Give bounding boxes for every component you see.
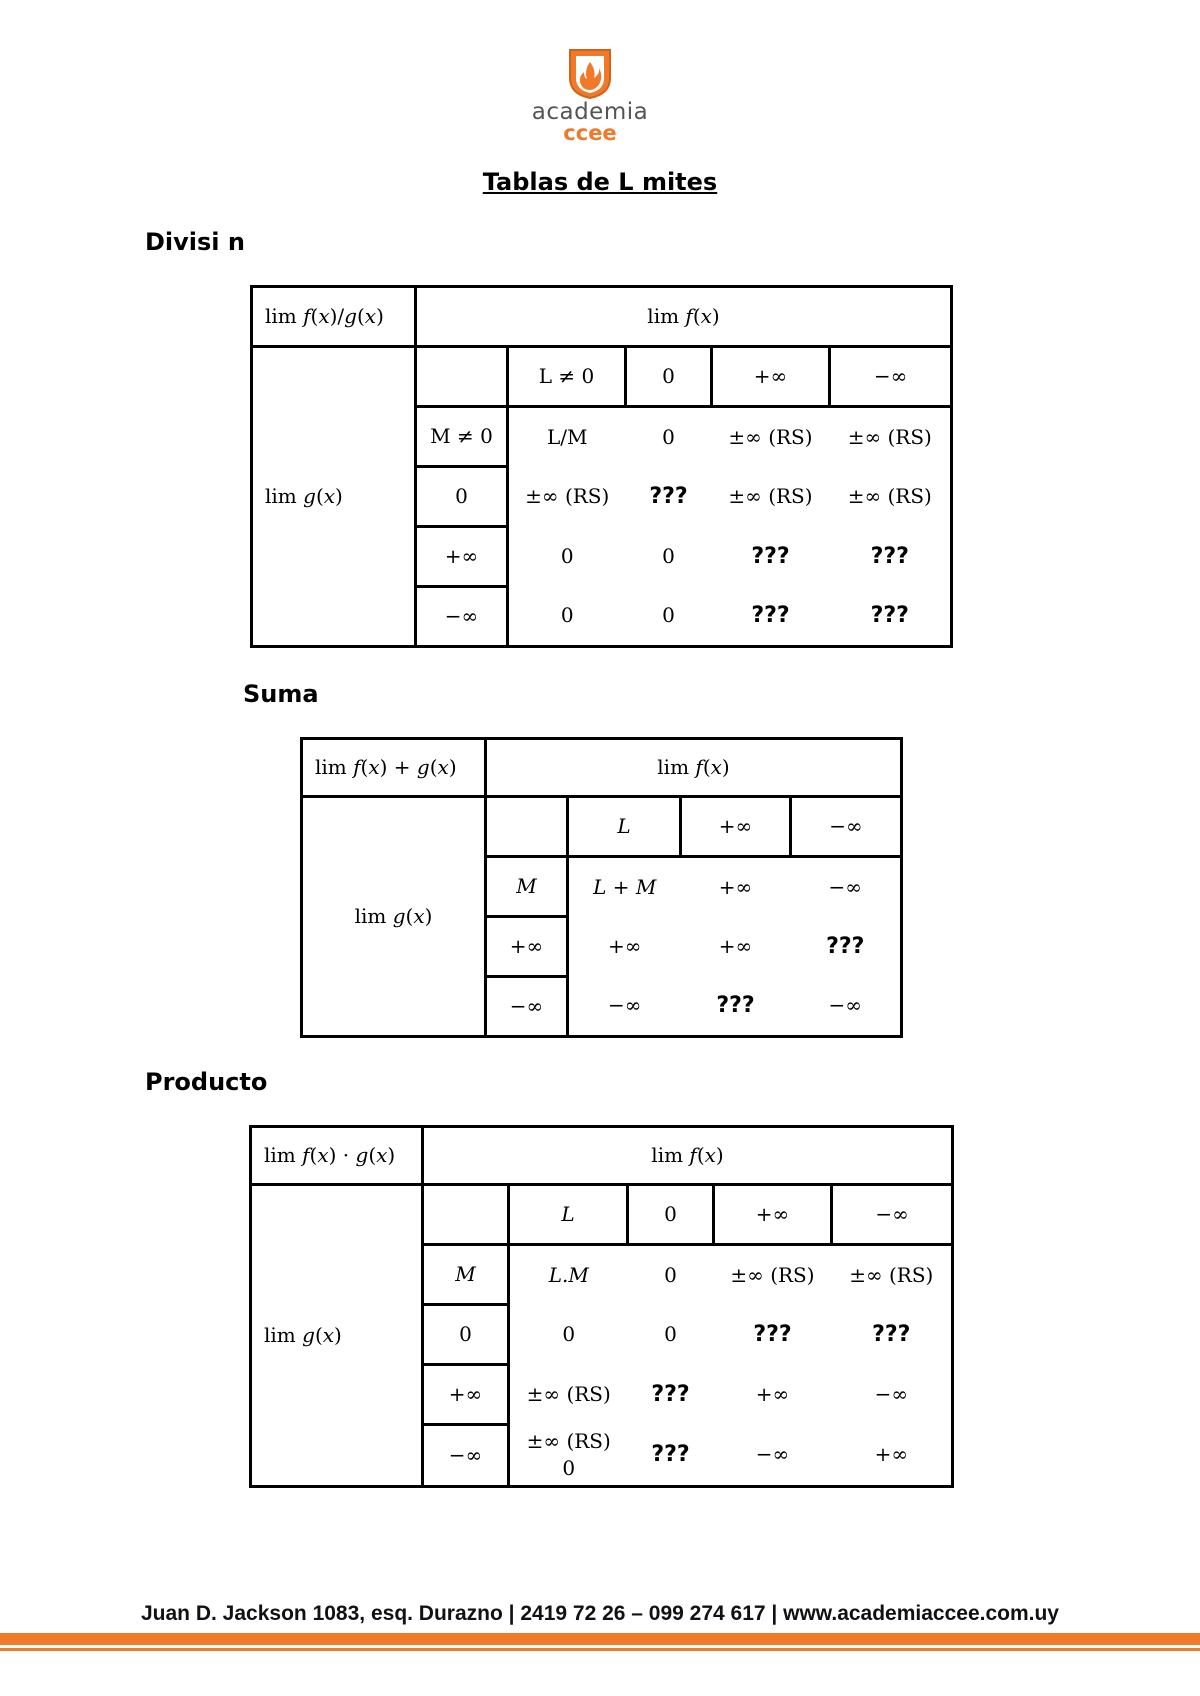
- suma-col-header: L: [568, 797, 681, 857]
- suma-empty-cell: [486, 797, 568, 857]
- producto-cell-extra: 0: [562, 1455, 576, 1480]
- producto-table: [249, 1125, 954, 1488]
- producto-cell: ???: [832, 1305, 953, 1365]
- producto-cell: ???: [651, 1381, 690, 1407]
- producto-cell: L.M: [509, 1245, 628, 1305]
- producto-cell-stack: [509, 1425, 628, 1487]
- division-cell: 0: [662, 544, 675, 568]
- producto-side-header: lim g(x): [251, 1185, 423, 1487]
- logo-text-ccee: ccee: [563, 121, 617, 145]
- producto-cell: ±∞ (RS): [832, 1245, 953, 1305]
- division-cell: ±∞ (RS): [830, 467, 952, 527]
- producto-cell: −∞: [714, 1425, 832, 1487]
- producto-empty-cell: [423, 1185, 509, 1245]
- division-cell: ???: [712, 587, 830, 647]
- suma-cell: ???: [791, 917, 902, 977]
- division-col-header: +∞: [712, 347, 830, 407]
- producto-cell: 0: [509, 1305, 628, 1365]
- flame-shield-icon: [566, 48, 614, 100]
- section-heading-division: Divisi n: [145, 228, 245, 256]
- page-title: Tablas de L mites: [482, 168, 718, 196]
- suma-top-header: lim f(x): [486, 739, 902, 797]
- division-cell: L/M: [508, 407, 626, 467]
- producto-col-header: L: [509, 1185, 628, 1245]
- suma-row-label: −∞: [486, 977, 568, 1037]
- division-row-label: 0: [416, 467, 508, 527]
- producto-cell: ???: [628, 1425, 714, 1487]
- producto-row-label: 0: [423, 1305, 509, 1365]
- producto-top-header: lim f(x): [423, 1127, 953, 1185]
- footer-accent-line: [0, 1648, 1200, 1651]
- suma-table: [300, 737, 903, 1038]
- suma-cell: ???: [681, 977, 791, 1037]
- producto-corner-header: lim f(x) · g(x): [251, 1127, 423, 1185]
- producto-row-label: −∞: [423, 1425, 509, 1487]
- suma-corner-header: lim f(x) + g(x): [302, 739, 486, 797]
- division-corner-header: [252, 287, 416, 347]
- footer-accent-bar: [0, 1633, 1200, 1645]
- suma-cell: −∞: [791, 857, 902, 917]
- suma-cell: +∞: [568, 917, 681, 977]
- suma-cell: −∞: [568, 977, 681, 1037]
- producto-cell: +∞: [832, 1425, 953, 1487]
- producto-cell: ±∞ (RS): [730, 1262, 815, 1287]
- producto-cell: +∞: [755, 1382, 790, 1406]
- producto-col-header: +∞: [714, 1185, 832, 1245]
- division-col-header: L ≠ 0: [508, 347, 626, 407]
- producto-cell: ±∞ (RS): [509, 1365, 628, 1425]
- division-col-header: −∞: [830, 347, 952, 407]
- footer-contact: Juan D. Jackson 1083, esq. Durazno | 2419 72 26 – 099 274 617 | www.academiaccee.com.uy: [141, 1602, 1059, 1625]
- suma-cell: L + M: [568, 857, 681, 917]
- division-col-header: 0: [626, 347, 712, 407]
- division-side-header: lim g(x): [252, 347, 416, 647]
- academia-logo: [520, 48, 660, 148]
- producto-cell: 0: [664, 1322, 677, 1346]
- producto-cell: ±∞ (RS): [526, 1428, 611, 1453]
- suma-col-header: +∞: [681, 797, 791, 857]
- division-corner-label: lim f(x)/g(x): [265, 304, 384, 328]
- division-table: [250, 285, 953, 648]
- division-cell: ±∞ (RS): [508, 467, 626, 527]
- division-cell: 0: [508, 587, 626, 647]
- division-cell: ±∞ (RS): [830, 407, 952, 467]
- suma-cell: +∞: [718, 874, 753, 899]
- division-empty-cell: [416, 347, 508, 407]
- division-cell: 0: [508, 527, 626, 587]
- suma-col-header: −∞: [791, 797, 902, 857]
- division-cell: ???: [649, 483, 688, 509]
- division-top-header: lim f(x): [416, 287, 952, 347]
- division-cell: 0: [662, 424, 675, 449]
- producto-cell: −∞: [832, 1365, 953, 1425]
- division-row-label: +∞: [416, 527, 508, 587]
- division-cell: ±∞ (RS): [728, 424, 813, 449]
- division-cell: ???: [751, 543, 790, 569]
- producto-cell: ???: [753, 1321, 792, 1347]
- division-cell: ???: [830, 587, 952, 647]
- division-row-label: −∞: [416, 587, 508, 647]
- suma-row-label: +∞: [486, 917, 568, 977]
- producto-col-header: −∞: [832, 1185, 953, 1245]
- producto-cell: 0: [664, 1262, 677, 1287]
- producto-row-label: M: [423, 1245, 509, 1305]
- suma-row-label: M: [486, 857, 568, 917]
- division-cell: ???: [830, 527, 952, 587]
- suma-side-header: lim g(x): [302, 797, 486, 1037]
- producto-col-header: 0: [628, 1185, 714, 1245]
- logo-text-academia: academia: [531, 99, 649, 125]
- section-heading-producto: Producto: [145, 1068, 268, 1096]
- division-cell: 0: [626, 587, 712, 647]
- producto-row-label: +∞: [423, 1365, 509, 1425]
- division-row-label: M ≠ 0: [416, 407, 508, 467]
- suma-cell: −∞: [791, 977, 902, 1037]
- division-cell: ±∞ (RS): [728, 484, 813, 508]
- suma-cell: +∞: [718, 934, 753, 958]
- section-heading-suma: Suma: [243, 680, 319, 708]
